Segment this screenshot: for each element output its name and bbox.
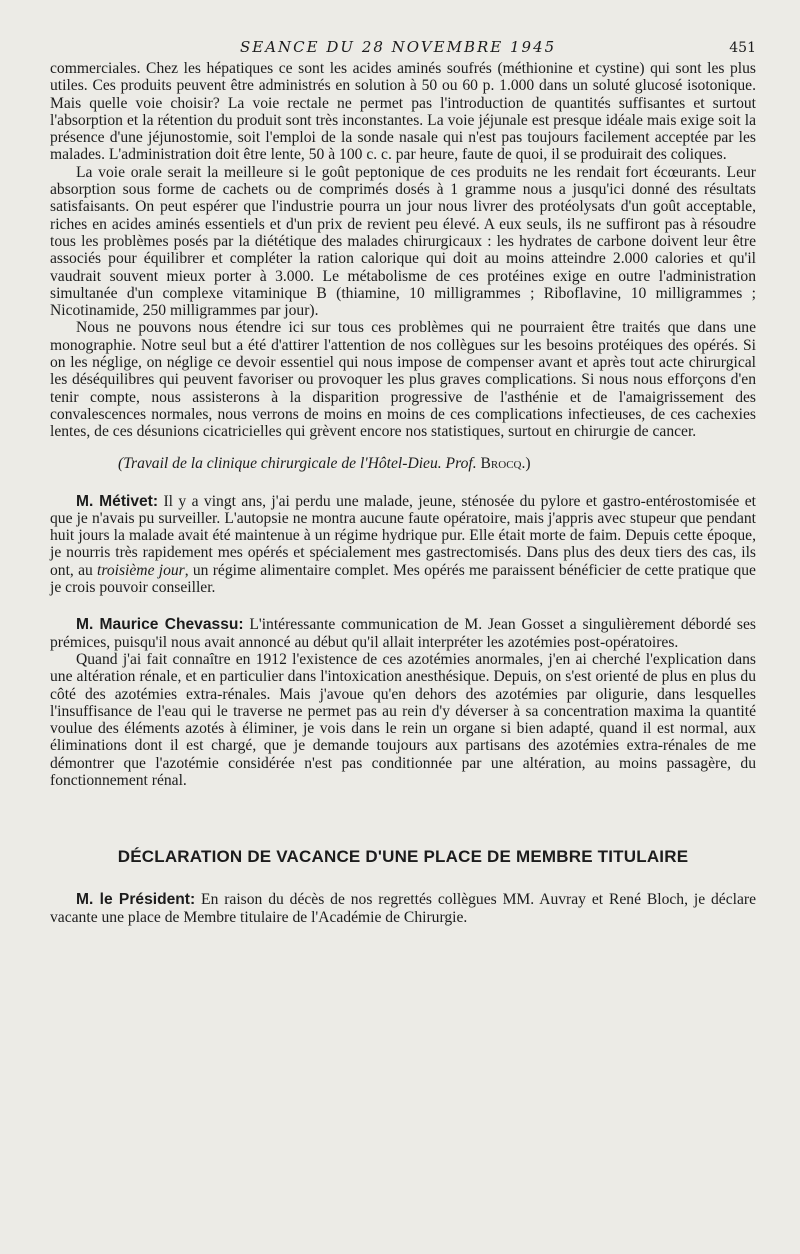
- citation-text: (Travail de la clinique chirurgicale de l'Hôtel-Dieu. Prof.: [118, 454, 481, 472]
- running-header: [50, 30, 756, 60]
- section-heading: DÉCLARATION DE VACANCE D'UNE PLACE DE MEMBRE TITULAIRE: [117, 847, 689, 867]
- chevassu-text: L'intéressante communication de M. Jean Gosset a singulièrement débordé ses prémices, puisqu'il nous avait annoncé au début qu'il allait interpréter les azotémies post-opératoires.: [50, 616, 756, 651]
- source-citation: [118, 455, 756, 473]
- paragraph-3: Nous ne pouvons nous étendre ici sur tous ces problèmes qui ne pourraient être traités que dans une monographie. Notre seul but a été d'attirer l'attention de nos collègues sur les besoins protéiques des opérés. Si on les néglige, on néglige ce devoir essentiel qui nous impose de compenser avant et après tout acte chirurgical les déséquilibres qui peuvent favoriser ou provoquer les plus graves complications. Si nous nous efforçons d'en tenir compte, nous assisterons à la disparition progressive de l'asthénie et de l'amaigrissement des convalescences normales, nous verrons de moins en moins de ces complications infectieuses, de ces cachexies lentes, de ces désunions cicatricielles qui grèvent encore nos statistiques, surtout en chirurgie de cancer.: [50, 319, 756, 441]
- running-title: SEANCE DU 28 NOVEMBRE 1945: [240, 38, 557, 56]
- speech-metivet: [50, 493, 756, 597]
- speaker-chevassu: M. Maurice Chevassu:: [76, 616, 244, 634]
- president-text: En raison du décès de nos regrettés collègues MM. Auvray et René Bloch, je déclare vacante une place de Membre titulaire de l'Académie de Chirurgie.: [50, 891, 756, 926]
- speaker-president: M. le Président:: [76, 891, 196, 909]
- paragraph-2: La voie orale serait la meilleure si le goût peptonique de ces produits ne les rendait fort écœurants. Leur absorption sous forme de cachets ou de comprimés dosés à 1 gramme nous a jusqu'ici donné des résultats satisfaisants. On peut espérer que l'industrie pourra un jour nous livrer des protéolysats d'un goût acceptable, riches en acides aminés essentiels et d'un prix de revient peu élevé. A eux seuls, ils ne suffiront pas à résoudre tous les problèmes posés par la diététique des malades chirurgicaux : les hydrates de carbone doivent leur être associés pour équilibrer et compléter la ration calorique qui doit au moins atteindre 2.000 calories et qu'il vaudrait souvent mieux porter à 3.000. Le métabolisme de ces protéines exige en outre l'administration simultanée d'un complexe vitaminique B (thiamine, 10 milligrammes ; Riboflavine, 10 milligrammes ; Nicotinamide, 250 milligrammes par jour).: [50, 163, 756, 320]
- article-body: [50, 60, 756, 441]
- paragraph-1: commerciales. Chez les hépatiques ce sont les acides aminés soufrés (méthionine et cystine) qui sont les plus utiles. Ces produits peuvent être administrés en solution à 50 ou 60 p. 1.000 dans un soluté glucosé isotonique. Mais quelle voie choisir? La voie rectale ne permet pas l'introduction de quantités suffisantes et surtout l'absorption et la rétention du produit sont très inconstantes. La voie jéjunale est presque idéale mais exige soit la présence d'une jéjunostomie, soit l'emploi de la sonde nasale qui n'est pas toujours facilement acceptée par les malades. L'administration doit être lente, 50 à 100 c. c. par heure, faute de quoi, il se produirait des coliques.: [50, 60, 756, 164]
- metivet-emphasis: troisième jour: [97, 561, 185, 579]
- speech-president: [50, 891, 756, 926]
- metivet-text-after: , un régime alimentaire complet. Mes opérés me paraissent bénéficier de cette pratique que je crois pouvoir conseiller.: [50, 561, 756, 597]
- metivet-text-before: Il y a vingt ans, j'ai perdu une malade, jeune, sténosée du pylore et gastro-entérostomisée et que je n'avais pu surveiller. L'autopsie ne montra aucune faute opératoire, mais j'appris avec stupeur que pendant huit jours la malade avait été maintenue à un régime hydrique pur. Elle était morte de faim. Depuis cette époque, je nourris très rapidement mes opérés et spécialement mes gastrectomisés. Dans plus des deux tiers des cas, ils ont, au: [50, 492, 756, 579]
- speaker-metivet: M. Métivet:: [76, 492, 159, 510]
- speech-chevassu: [50, 616, 756, 789]
- chevassu-paragraph-2: Quand j'ai fait connaître en 1912 l'existence de ces azotémies anormales, j'en ai cherché l'explication dans une altération rénale, et en particulier dans l'intoxication anesthésique. Depuis, on s'est orienté de plus en plus du côté des azotémies extra-rénales. Mais j'avoue qu'en dehors des azotémies par oligurie, dans lesquelles l'insuffisance de l'eau qui le traverse ne permet pas au rein d'y déverser à sa concentration maxima la quantité voulue des éléments azotés à éliminer, je vois dans le rein un organe si bien adapté, quand il est normal, aux éliminations dont il est chargé, que je demande toujours aux partisans des azotémies extra-rénales de me démontrer que l'azotémie considérée n'est pas conditionnée par une altération, au moins passagère, du fonctionnement rénal.: [50, 650, 756, 789]
- page-number: 451: [729, 40, 756, 56]
- citation-author: Brocq.): [480, 454, 531, 472]
